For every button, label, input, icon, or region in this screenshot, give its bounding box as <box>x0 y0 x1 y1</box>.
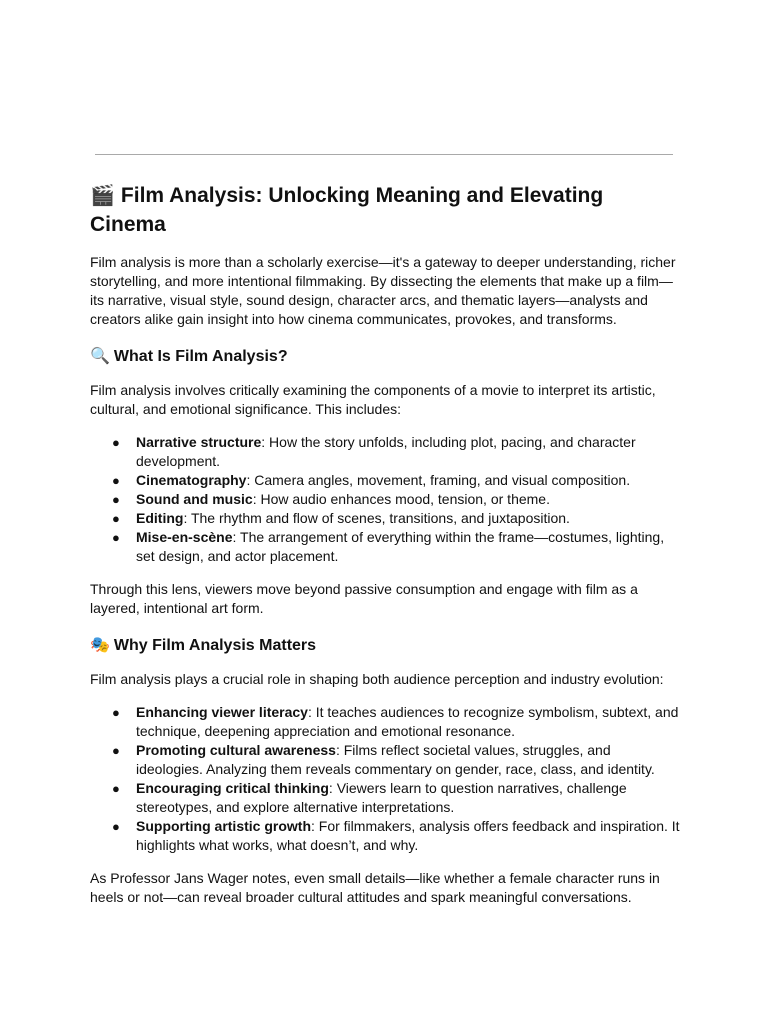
document-body <box>90 181 680 923</box>
list-item-desc: : Viewers learn to question narratives, challenge stereotypes, and explore alternative interpretations. <box>136 780 627 815</box>
bullet-icon: ● <box>112 492 120 507</box>
list-item-desc: : Films reflect societal values, struggles, and ideologies. Analyzing them reveals commentary on gender, race, class, and identity. <box>136 742 655 777</box>
list-item-term: Enhancing viewer literacy <box>136 704 308 720</box>
list-item-desc: : The rhythm and flow of scenes, transitions, and juxtaposition. <box>183 510 570 526</box>
list-item <box>90 433 680 471</box>
list-item-term: Cinematography <box>136 472 247 488</box>
section2-closing: As Professor Jans Wager notes, even small details—like whether a female character runs in heels or not—can reveal broader cultural attitudes and spark meaningful conversations. <box>90 870 660 905</box>
section-heading-text: Why Film Analysis Matters <box>113 637 317 654</box>
list-item-desc: : It teaches audiences to recognize symbolism, subtext, and technique, deepening appreciation and emotional resonance. <box>136 704 679 739</box>
section1-closing: Through this lens, viewers move beyond passive consumption and engage with film as a layered, intentional art form. <box>90 581 638 616</box>
bullet-icon: ● <box>112 435 120 450</box>
list-item-desc: : The arrangement of everything within the frame—costumes, lighting, set design, and actor placement. <box>136 529 665 564</box>
list-item-term: Narrative structure <box>136 434 262 450</box>
list-item <box>90 471 680 490</box>
list-item-term: Sound and music <box>136 491 253 507</box>
list-item-term: Promoting cultural awareness <box>136 742 336 758</box>
bullet-icon: ● <box>112 743 120 758</box>
list-item-desc: : How audio enhances mood, tension, or theme. <box>252 491 550 507</box>
list-item-term: Editing <box>136 510 184 526</box>
section1-lead: Film analysis involves critically examining the components of a movie to interpret its artistic, cultural, and emotional significance. This includes: <box>90 382 656 417</box>
section-heading-why-matters <box>90 634 680 657</box>
section-heading-text: What Is Film Analysis? <box>113 348 288 365</box>
bullet-icon: ● <box>112 705 120 720</box>
list-item <box>90 779 680 817</box>
magnifying-glass-icon: 🔍 <box>90 346 110 365</box>
list-item-desc: : Camera angles, movement, framing, and visual composition. <box>246 472 631 488</box>
list-item <box>90 528 680 566</box>
document-title-text: Film Analysis: Unlocking Meaning and Elevating Cinema <box>90 184 604 236</box>
theater-masks-icon: 🎭 <box>90 635 110 654</box>
list-item <box>90 490 680 509</box>
list-item <box>90 703 680 741</box>
document-title <box>90 181 680 239</box>
horizontal-divider <box>95 154 673 155</box>
section2-lead: Film analysis plays a crucial role in shaping both audience perception and industry evolution: <box>90 671 664 687</box>
list-item-term: Mise-en-scène <box>136 529 233 545</box>
list-item-desc: : How the story unfolds, including plot, pacing, and character development. <box>136 434 636 469</box>
list-item <box>90 741 680 779</box>
bullet-icon: ● <box>112 473 120 488</box>
list-item-desc: : For filmmakers, analysis offers feedback and inspiration. It highlights what works, what doesn’t, and why. <box>136 818 680 853</box>
list-item-term: Encouraging critical thinking <box>136 780 329 796</box>
list-item-term: Supporting artistic growth <box>136 818 311 834</box>
clapper-board-icon: 🎬 <box>90 183 115 207</box>
intro-paragraph: Film analysis is more than a scholarly exercise—it's a gateway to deeper understanding, richer storytelling, and more intentional filmmaking. By dissecting the elements that make up a film—its narrative, visual style, sound design, character arcs, and thematic layers—analysts and creators alike gain insight into how cinema communicates, provokes, and transforms. <box>90 254 676 327</box>
list-item <box>90 817 680 855</box>
bullet-icon: ● <box>112 511 120 526</box>
bullet-icon: ● <box>112 530 120 545</box>
list-item <box>90 509 680 528</box>
section2-list <box>90 703 680 855</box>
section1-list <box>90 433 680 566</box>
bullet-icon: ● <box>112 781 120 796</box>
section-heading-what-is <box>90 345 680 368</box>
bullet-icon: ● <box>112 819 120 834</box>
